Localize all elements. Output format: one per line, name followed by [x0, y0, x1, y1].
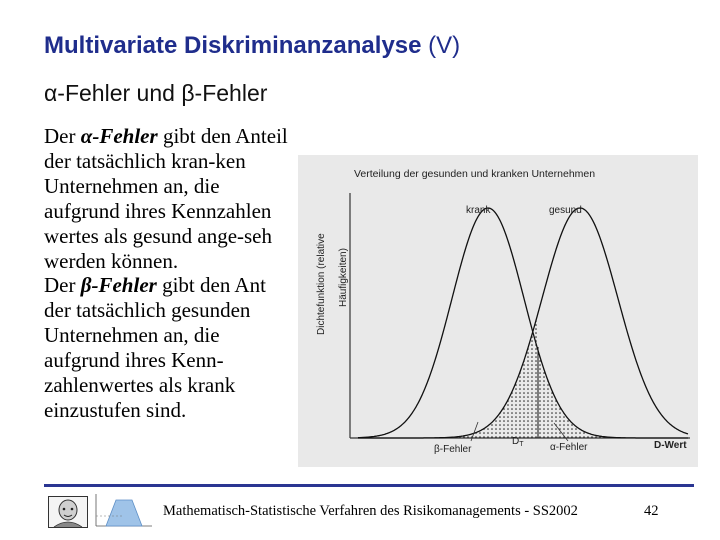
body-line: werden können. — [44, 248, 179, 273]
body-line: wertes als gesund ange-seh — [44, 223, 273, 248]
label-gesund: gesund — [549, 205, 582, 216]
slide-title-suffix: (V) — [421, 32, 461, 59]
body-line-part: gibt den Ant — [156, 273, 266, 298]
alpha-error-area — [538, 350, 628, 438]
subtitle-beta: β — [181, 80, 195, 106]
body-line-part: Der — [44, 124, 81, 148]
beta-error-area — [448, 313, 538, 438]
body-line: zahlenwertes als krank — [44, 373, 236, 398]
label-krank: krank — [466, 205, 491, 216]
subtitle-alpha: α — [44, 80, 58, 106]
subtitle-end: -Fehler — [194, 80, 268, 106]
footer-rule — [44, 484, 694, 487]
body-line: Unternehmen an, die — [44, 323, 220, 348]
label-dt-main: D — [512, 436, 520, 447]
body-line-part: Der — [44, 273, 81, 298]
label-beta-error: β-Fehler — [434, 444, 472, 455]
body-line: Unternehmen an, die — [44, 173, 220, 198]
subtitle-part: -Fehler und — [57, 80, 182, 106]
label-dwert: D-Wert — [654, 440, 687, 451]
body-line — [44, 124, 344, 149]
slide-title — [44, 32, 460, 60]
footer-mini-chart — [92, 492, 154, 530]
body-line: aufgrund ihres Kennzahlen — [44, 198, 272, 223]
body-line: der tatsächlich kran-ken — [44, 148, 246, 173]
footer-course-title: Mathematisch-Statistische Verfahren des Risikomanagements - SS2002 — [163, 503, 578, 519]
body-line: der tatsächlich gesunden — [44, 298, 251, 323]
university-logo — [48, 496, 88, 528]
slide-subtitle — [44, 80, 267, 107]
label-dt-sub: T — [519, 441, 524, 448]
page-number: 42 — [644, 503, 659, 519]
distribution-figure — [298, 155, 698, 467]
beta-error-term: β-Fehler — [80, 273, 157, 298]
slide-title-main: Multivariate Diskriminanzanalyse — [44, 32, 422, 59]
figure-title: Verteilung der gesunden und kranken Unternehmen — [354, 168, 596, 180]
figure-ylabel-1: Dichtefunktion (relative — [316, 233, 327, 335]
figure-ylabel-2: Häufigkeiten) — [338, 248, 349, 307]
label-alpha-error: α-Fehler — [550, 442, 588, 453]
body-line: aufgrund ihres Kenn- — [44, 348, 224, 373]
body-line-part: gibt den Anteil — [157, 124, 288, 148]
body-line: einzustufen sind. — [44, 397, 187, 422]
distribution-svg — [298, 155, 698, 467]
alpha-error-term: α-Fehler — [80, 124, 158, 148]
